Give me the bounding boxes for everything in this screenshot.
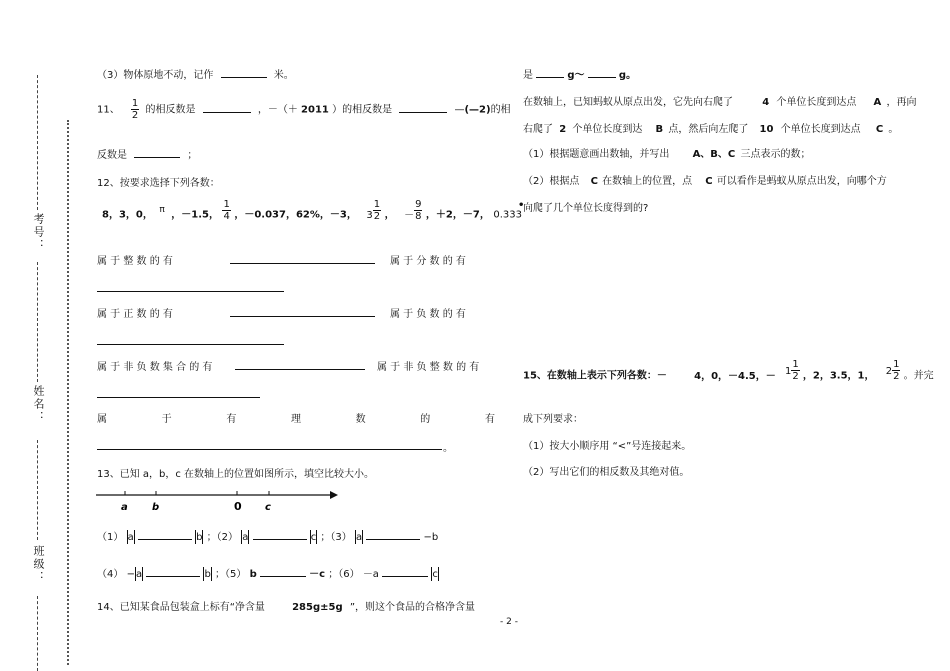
binding-dashes-3	[37, 440, 38, 540]
label-0: 0	[234, 500, 242, 513]
nonneg-set-label: 属 于 非 负 数 集 合 的 有	[97, 362, 213, 373]
q14-line: 14、已知某食品包装盒上标有“净含量 285g±5g ”，则这个食品的合格净含量	[97, 602, 475, 613]
rationals-label: 属 于 有 理 数 的 有	[97, 414, 495, 425]
q12-numbers: 8，3，0， π ，－1.5， $\frac{1}{4}$ ，－0.037，62%，－3， 3 $\frac{1}{2}$ ， － $\frac{9}{8}$ ，＋2，－7， 0.333•	[102, 199, 525, 222]
q10-3-line: （3）物体原地不动，记作 米。	[97, 66, 294, 81]
rationals-blank[interactable]	[97, 438, 442, 450]
page-number: - 2 -	[500, 617, 518, 627]
binding-dashes-top	[37, 75, 38, 210]
binding-dashes-2	[37, 262, 38, 382]
q15-line2: 成下列要求：	[523, 414, 583, 425]
label-a: a	[121, 502, 128, 513]
name-label: 姓名：	[32, 385, 45, 424]
q11-line1: 11、 $\frac{1}{2}$ 的相反数是 ，－（＋ 2011 ）的相反数是 —(—2)的相	[97, 98, 511, 121]
q13-row1: （1） a b ；（2） a c ；（3） a −b	[97, 528, 438, 544]
nonneg-int-blank[interactable]	[97, 386, 260, 398]
nonneg-int-label: 属 于 非 负 整 数 的 有	[377, 362, 480, 373]
class-label: 班级：	[32, 545, 45, 584]
ant-q2-line2: 向爬了几个单位长度得到的?	[523, 203, 649, 214]
q13-text: 13、已知 a，b，c 在数轴上的位置如图所示，填空比较大小。	[97, 469, 375, 480]
q11-line2: 反数是 ；	[97, 146, 197, 161]
ant-q1: （1）根据题意画出数轴，并写出 A、B、C 三点表示的数；	[523, 149, 811, 160]
ant-line2: 右爬了 2 个单位长度到达 B 点，然后向左爬了 10 个单位长度到达点 C 。	[523, 124, 899, 135]
positives-blank[interactable]	[230, 305, 375, 317]
q13-row2: （4） −a b ；（5） b －c ；（6） －a c	[97, 565, 439, 581]
negatives-label: 属 于 负 数 的 有	[390, 309, 466, 320]
number-line	[94, 486, 344, 516]
q15-line: 15、在数轴上表示下列各数：－ 4，0，－4.5，－ 1 $\frac{1}{2}$ ，2，3.5，1， 2 $\frac{1}{2}$ 。并完	[523, 359, 934, 382]
negatives-blank[interactable]	[97, 333, 284, 345]
fractions-label: 属 于 分 数 的 有	[390, 256, 466, 267]
ant-q2: （2）根据点 C 在数轴上的位置，点 C 可以看作是蚂蚁从原点出发，向哪个方	[523, 176, 887, 187]
exam-no-label: 考号：	[32, 213, 45, 252]
label-b: b	[152, 502, 160, 513]
integers-blank[interactable]	[230, 252, 375, 264]
q14-continuation: 是 g～ g。	[523, 66, 636, 81]
q12-title: 12、按要求选择下列各数：	[97, 178, 220, 189]
integers-label: 属 于 整 数 的 有	[97, 256, 173, 267]
nonneg-set-blank[interactable]	[235, 358, 365, 370]
q15-q2: （2）写出它们的相反数及其绝对值。	[523, 467, 690, 478]
fractions-blank[interactable]	[97, 280, 284, 292]
number-line-arrow	[330, 491, 338, 499]
q15-q1: （1）按大小顺序用 “<”号连接起来。	[523, 441, 692, 452]
binding-dashes-4	[37, 596, 38, 671]
positives-label: 属 于 正 数 的 有	[97, 309, 173, 320]
label-c: c	[265, 502, 271, 513]
binding-dotted-line	[67, 120, 69, 665]
rationals-period: 。	[443, 443, 453, 454]
ant-line1: 在数轴上，已知蚂蚁从原点出发，它先向右爬了 4 个单位长度到达点 A ，再向	[523, 97, 917, 108]
